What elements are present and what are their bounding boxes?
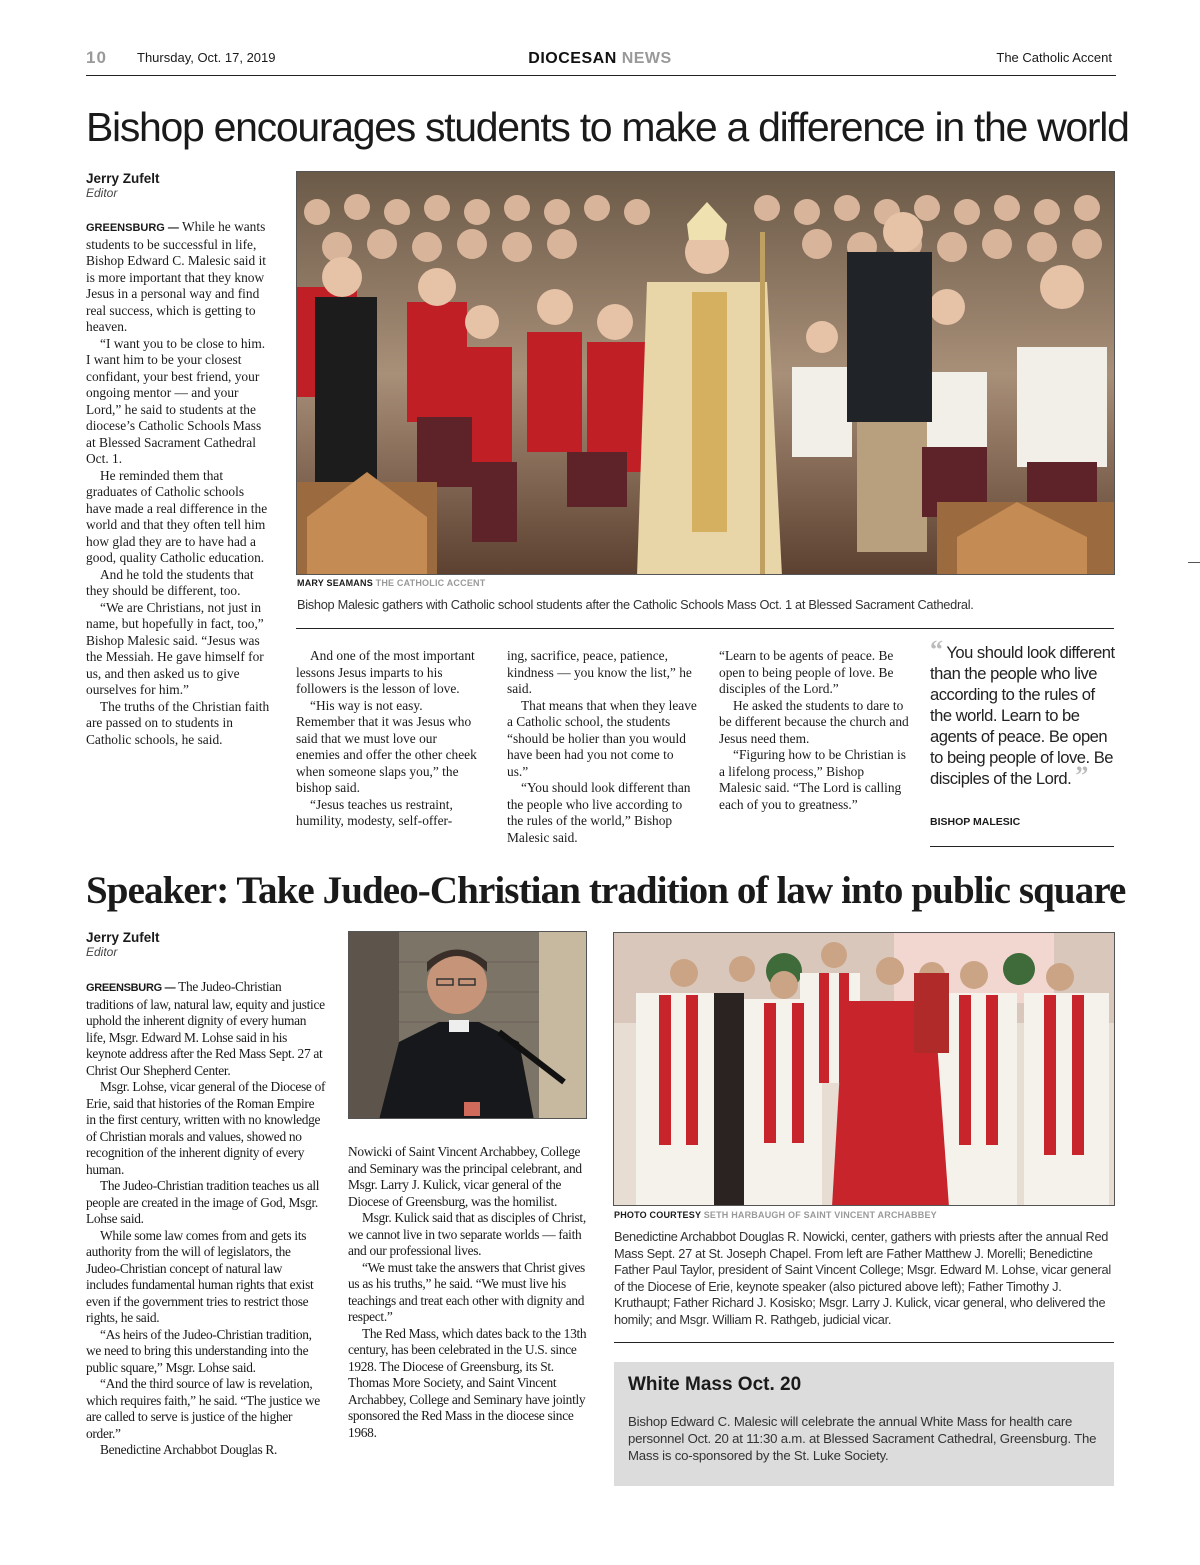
- story2-byline-block: [86, 930, 160, 959]
- story1-paragraph: GREENSBURG — While he wants students to be successful in life, Bishop Edward C. Malesic said it is more important that they know Jesus in a personal way and find real success, which is getting to heaven.: [86, 219, 267, 334]
- pull-quote-attribution: BISHOP MALESIC: [930, 816, 1021, 828]
- page-number: 10: [86, 48, 107, 67]
- white-mass-notice-box: [614, 1362, 1114, 1486]
- story2-headline: Speaker: Take Judeo-Christian tradition of law into public square: [86, 869, 1126, 912]
- story1-byline: Jerry Zufelt: [86, 171, 160, 186]
- story2-byline-role: Editor: [86, 945, 118, 959]
- story2-paragraph: Benedictine Archabbot Douglas R.: [100, 1442, 278, 1457]
- publication-name: The Catholic Accent: [996, 50, 1112, 65]
- caption-rule: [614, 1342, 1114, 1343]
- pull-quote: [930, 635, 1120, 790]
- students-photo-illustration: [297, 172, 1115, 575]
- priests-photo-credit-name: PHOTO COURTESY: [614, 1210, 701, 1220]
- story1-paragraph: “Learn to be agents of peace. Be open to being people of love. Be disciples of the Lord.”: [719, 648, 894, 696]
- header-rule: [86, 75, 1116, 76]
- story2-paragraph: Msgr. Lohse, vicar general of the Diocese of Erie, said that histories of the Roman Empire in the first century, written with no knowledge of Christian morals and values, showed no recognition of the inherent dignity of every human.: [86, 1079, 326, 1177]
- speaker-at-podium-photo: [348, 931, 587, 1119]
- notice-box-title: White Mass Oct. 20: [628, 1374, 802, 1395]
- story2-paragraph: “As heirs of the Judeo-Christian tradition, we need to bring this understanding into the public square,” Msgr. Lohse said.: [86, 1326, 312, 1375]
- section-title-bold: DIOCESAN: [528, 50, 617, 67]
- students-photo-caption: Bishop Malesic gathers with Catholic school students after the Catholic Schools Mass Oct. 1 at Blessed Sacrament Cathedral.: [297, 597, 974, 612]
- story1-column-1: [86, 219, 272, 748]
- priests-group-photo: [613, 932, 1115, 1206]
- story1-paragraph: The truths of the Christian faith are passed on to students in Catholic schools, he said.: [86, 698, 270, 747]
- story1-byline-block: [86, 171, 160, 200]
- story2-column-1: [86, 979, 326, 1459]
- story1-paragraph: And he told the students that they should be different, too.: [86, 566, 254, 598]
- notice-box-text: Bishop Edward C. Malesic will celebrate the annual White Mass for health care personnel Oct. 20 at 11:30 a.m. at Blessed Sacrament Cathedral, Greensburg. The Mass is co-sponsored by the St. Luke Society.: [628, 1414, 1097, 1463]
- section-title-light: NEWS: [621, 50, 672, 67]
- pull-quote-text: You should look different than the people who live according to the rules of the world. Learn to be agents of peace. Be open to being people of love. Be disciples of the Lord.: [930, 643, 1115, 788]
- story1-column-3: [507, 648, 697, 846]
- story2-paragraph: The Judeo-Christian tradition teaches us all people are created in the image of God, Msgr. Lohse said.: [86, 1178, 320, 1226]
- story2-paragraph: While some law comes from and gets its authority from the will of legislators, the Judeo-Christian concept of natural law includes fundamental human rights that exist even if the government tries to restrict those rights, he said.: [86, 1227, 314, 1325]
- priests-photo-credit-org: SETH HARBAUGH OF SAINT VINCENT ARCHABBEY: [703, 1210, 937, 1220]
- story1-dateline: GREENSBURG —: [86, 222, 179, 234]
- story1-column-4: [719, 648, 909, 813]
- story2-byline: Jerry Zufelt: [86, 930, 160, 945]
- story2-paragraph: The Red Mass, which dates back to the 13th century, has been celebrated in the U.S. since 1928. The Diocese of Greensburg, its St. Thomas More Society, and Saint Vincent Archabbey, College and Seminary have jointly sponsored the Red Mass in the diocese since 1968.: [348, 1325, 587, 1440]
- priests-photo-caption: Benedictine Archabbot Douglas R. Nowicki, center, gathers with priests after the annual Red Mass Sept. 27 at St. Joseph Chapel. From left are Father Matthew J. Morelli; Benedictine Father Paul Taylor, president of Saint Vincent College; Msgr. Edward M. Lohse, vicar general of the Diocese of Erie, keynote speaker (also pictured above left); Father Timothy J. Kruthaupt; Father Richard J. Kosisko; Msgr. Larry J. Kulick, vicar general, who delivered the homily; and Msgr. William R. Rathgeb, judicial vicar.: [614, 1229, 1111, 1327]
- story1-paragraph: And one of the most important lessons Jesus imparts to his followers is the lesson of love.: [296, 648, 475, 696]
- story2-paragraph: Nowicki of Saint Vincent Archabbey, College and Seminary was the principal celebrant, and Msgr. Larry J. Kulick, vicar general of the Diocese of Greensburg, was the homilist.: [348, 1144, 582, 1209]
- pull-quote-rule: [930, 846, 1114, 847]
- story2-dateline: GREENSBURG —: [86, 982, 176, 994]
- story1-headline: Bishop encourages students to make a difference in the world: [86, 104, 1129, 150]
- story1-paragraph: ing, sacrifice, peace, patience, kindness — you know the list,” he said.: [507, 648, 692, 696]
- story1-column-2: [296, 648, 484, 830]
- story1-caption-rule: [296, 628, 1114, 629]
- story2-paragraph: “We must take the answers that Christ gives us as his truths,” he said. “We must live his teachings and treat each other with dignity and respect.”: [348, 1259, 585, 1324]
- priests-photo-credit: [614, 1210, 937, 1220]
- students-photo-credit: [297, 578, 485, 588]
- close-quote-icon: ”: [1075, 761, 1088, 790]
- speaker-photo-illustration: [349, 932, 587, 1119]
- priests-photo-illustration: [614, 933, 1115, 1206]
- story1-paragraph: “Jesus teaches us restraint, humility, modesty, self-offer-: [296, 796, 453, 828]
- story1-paragraph: “You should look different than the people who live according to the rules of the world,” Bishop Malesic said.: [507, 780, 691, 845]
- story1-byline-role: Editor: [86, 186, 118, 200]
- story1-paragraph: That means that when they leave a Catholic school, the students “should be holier than you would have been had you not come to us.”: [507, 697, 697, 779]
- story1-paragraph: “His way is not easy. Remember that it was Jesus who said that we must love our enemies and offer the other cheek when someone slaps you,” the bishop said.: [296, 697, 477, 795]
- story2-paragraph: “And the third source of law is revelation, which requires faith,” he said. “The justice we are called to serve is justice of the higher order.”: [86, 1376, 320, 1441]
- open-quote-icon: “: [930, 635, 943, 664]
- page-edge-mark: [1188, 562, 1200, 563]
- story2-column-2: [348, 1144, 590, 1441]
- story1-paragraph: “I want you to be close to him. I want him to be your closest confidant, your best friend, your ongoing mentor — and your Lord,” he said to students at the diocese’s Catholic Schools Mass at Blessed Sacrament Cathedral Oct. 1.: [86, 335, 266, 466]
- students-photo-credit-name: MARY SEAMANS: [297, 578, 373, 588]
- story1-paragraph: “We are Christians, not just in name, but hopefully in fact, too,” Bishop Malesic said. “Jesus was the Messiah. He gave himself for us, and then asked us to give ourselves for him.”: [86, 599, 264, 697]
- issue-date: Thursday, Oct. 17, 2019: [137, 50, 276, 65]
- story2-paragraph: GREENSBURG — The Judeo-Christian traditions of law, natural law, equity and justice uphold the inherent dignity of every human life, Msgr. Edward M. Lohse said in his keynote address after the Red Mass Sept. 27 at Christ Our Shepherd Center.: [86, 979, 325, 1078]
- story1-paragraph: “Figuring how to be Christian is a lifelong process,” Bishop Malesic said. “The Lord is calling each of you to greatness.”: [719, 747, 906, 812]
- students-with-bishop-photo: [296, 171, 1115, 575]
- story2-paragraph: Msgr. Kulick said that as disciples of Christ, we cannot live in two separate worlds — faith and our professional lives.: [348, 1210, 586, 1258]
- story1-paragraph: He asked the students to dare to be different because the church and Jesus need them.: [719, 697, 909, 746]
- students-photo-credit-org: THE CATHOLIC ACCENT: [375, 578, 486, 588]
- story1-paragraph: He reminded them that graduates of Catholic schools have made a real difference in the world and that they often tell him how glad they are to have had a good, quality Catholic education.: [86, 467, 268, 565]
